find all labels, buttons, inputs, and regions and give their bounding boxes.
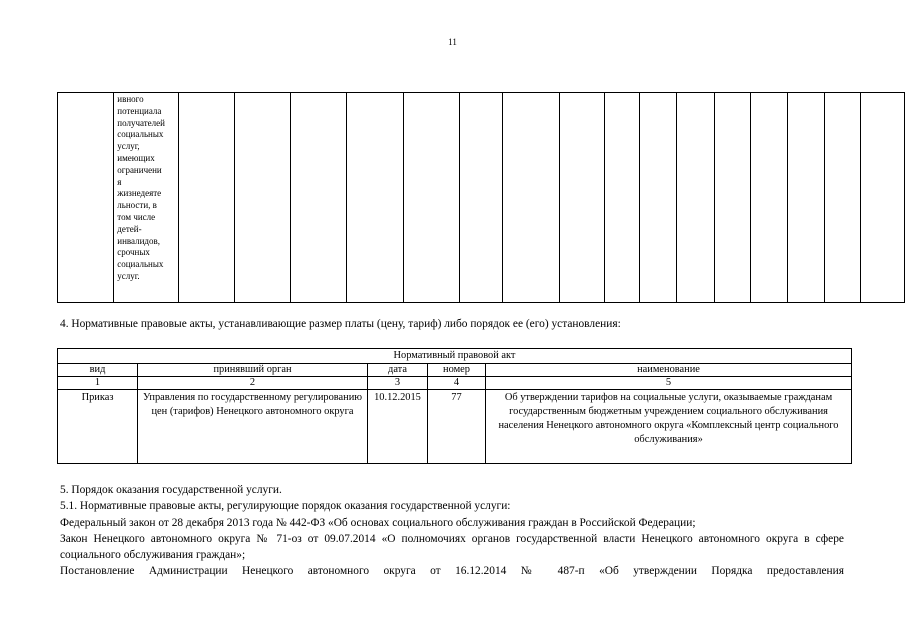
table-cell bbox=[715, 93, 751, 303]
table-cell bbox=[178, 93, 234, 303]
table-cell bbox=[750, 93, 788, 303]
table-cell bbox=[291, 93, 347, 303]
section5-text bbox=[60, 482, 844, 580]
header-number: номер bbox=[428, 364, 486, 377]
table-cell bbox=[676, 93, 714, 303]
act-type-cell: Приказ bbox=[58, 390, 138, 464]
table-header-row bbox=[58, 364, 852, 377]
table-cell bbox=[788, 93, 825, 303]
table-title: Нормативный правовой акт bbox=[58, 349, 852, 364]
column-number: 2 bbox=[138, 377, 368, 390]
header-date: дата bbox=[368, 364, 428, 377]
continuation-table bbox=[57, 92, 905, 303]
resolution-paragraph: Постановление Администрации Ненецкого автономного округа от 16.12.2014 № 487-п «Об утверждении Порядка предоставления bbox=[60, 565, 844, 578]
act-date-cell: 10.12.2015 bbox=[368, 390, 428, 464]
table-cell bbox=[347, 93, 403, 303]
column-number: 1 bbox=[58, 377, 138, 390]
service-description-cell: ивного потенциала получателей социальных услуг, имеющих ограничени я жизнедеяте льности, в том числе детей- инвалидов, срочных социальных услуг. bbox=[114, 93, 178, 303]
table-title-row bbox=[58, 349, 852, 364]
column-number-row bbox=[58, 377, 852, 390]
table-cell bbox=[459, 93, 502, 303]
table-row bbox=[58, 390, 852, 464]
column-number: 3 bbox=[368, 377, 428, 390]
federal-law-paragraph: Федеральный закон от 28 декабря 2013 года № 442-ФЗ «Об основах социального обслуживания граждан в Российской Федерации; bbox=[60, 516, 696, 529]
table-cell bbox=[234, 93, 290, 303]
column-number: 5 bbox=[486, 377, 852, 390]
table-row bbox=[58, 93, 905, 303]
header-organ: принявший орган bbox=[138, 364, 368, 377]
act-organ-cell: Управления по государственному регулированию цен (тарифов) Ненецкого автономного округа bbox=[138, 390, 368, 464]
act-name-cell: Об утверждении тарифов на социальные услуги, оказываемые гражданам государственным бюджетным учреждением социального обслуживания населения Ненецкого автономного округа «Комплексный центр социального обслуживания» bbox=[486, 390, 852, 464]
table-cell bbox=[861, 93, 905, 303]
column-number: 4 bbox=[428, 377, 486, 390]
regional-law-paragraph: Закон Ненецкого автономного округа № 71-оз от 09.07.2014 «О полномочиях органов государственной власти Ненецкого автономного округа в сфере социального обслуживания граждан»; bbox=[60, 532, 844, 562]
page-number: 11 bbox=[448, 37, 457, 47]
section4-heading: 4. Нормативные правовые акты, устанавливающие размер платы (цену, тариф) либо порядок ее (его) установления: bbox=[60, 318, 621, 330]
table-cell bbox=[604, 93, 640, 303]
table-cell bbox=[503, 93, 560, 303]
table-cell bbox=[640, 93, 677, 303]
normative-acts-table bbox=[57, 348, 852, 464]
table-cell bbox=[560, 93, 604, 303]
table-cell bbox=[824, 93, 861, 303]
section5-1-heading: 5.1. Нормативные правовые акты, регулирующие порядок оказания государственной услуги: bbox=[60, 500, 511, 513]
act-number-cell: 77 bbox=[428, 390, 486, 464]
header-type: вид bbox=[58, 364, 138, 377]
section5-heading: 5. Порядок оказания государственной услуги. bbox=[60, 484, 282, 496]
table-cell bbox=[403, 93, 459, 303]
table-cell bbox=[58, 93, 114, 303]
header-name: наименование bbox=[486, 364, 852, 377]
